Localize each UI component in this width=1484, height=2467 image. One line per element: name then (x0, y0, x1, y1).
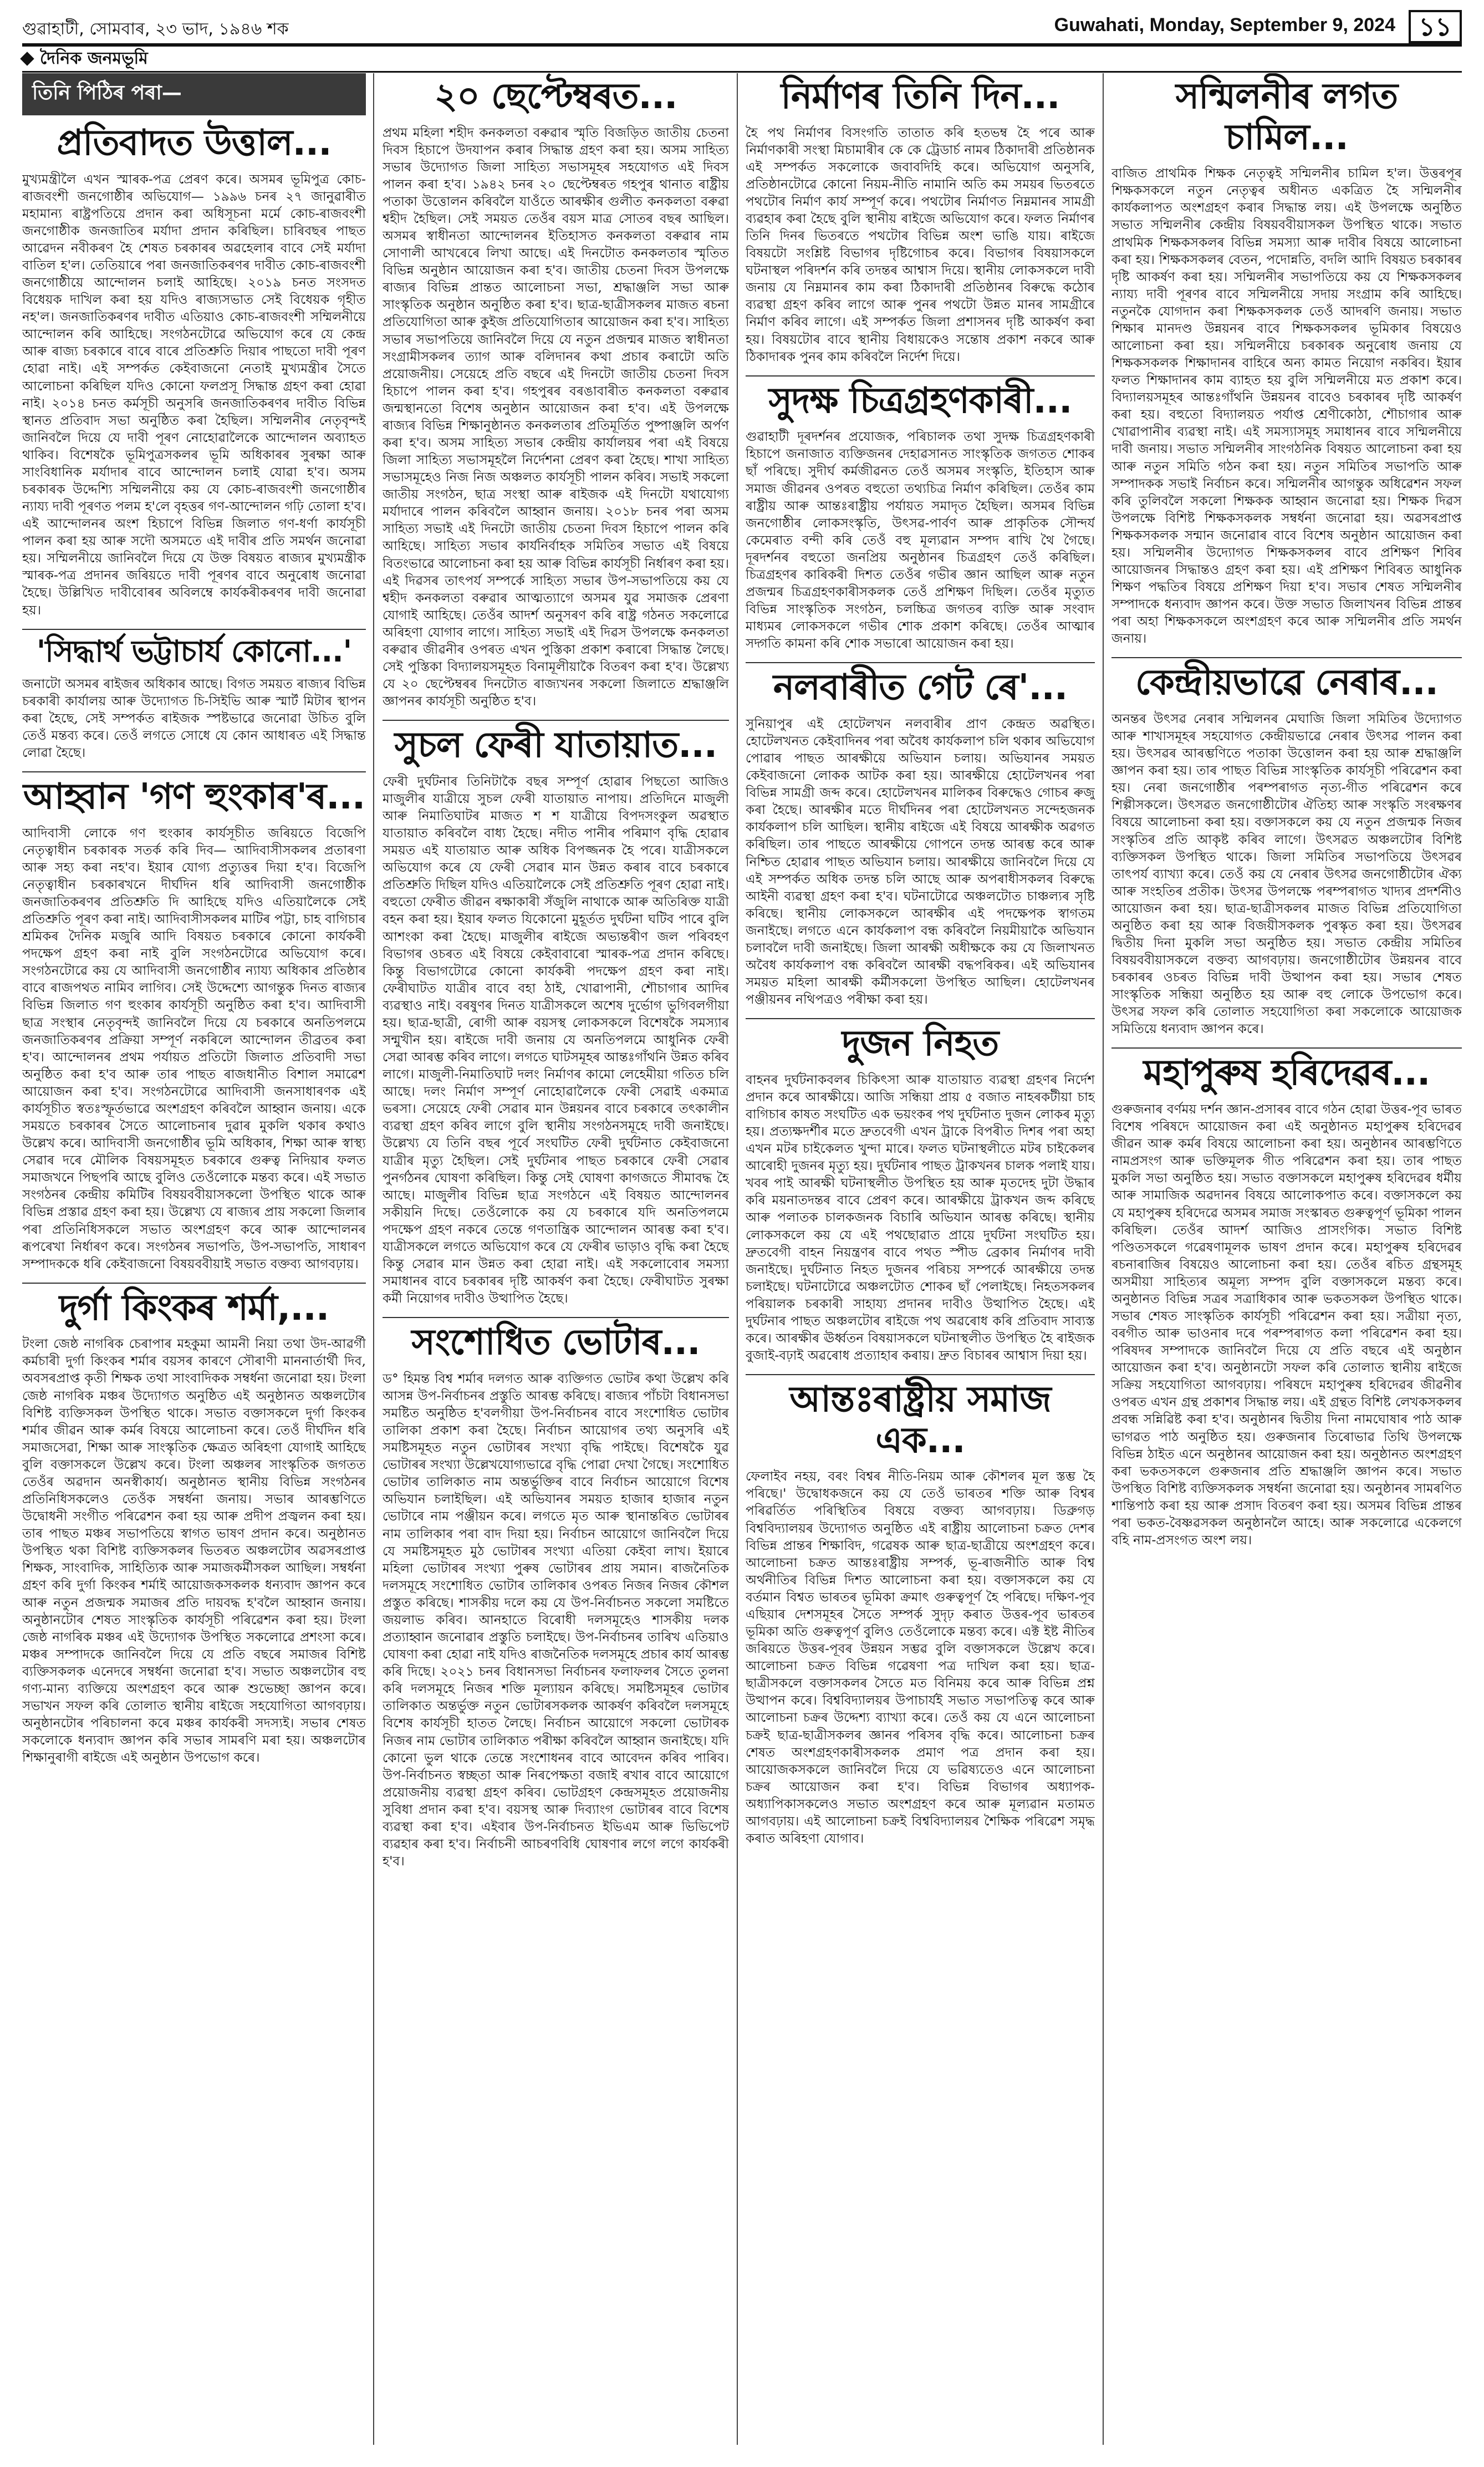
article-headline: নিৰ্মাণৰ তিনি দিন... (781, 76, 1060, 117)
article-body: ফেলাইব নহয়, বৰং বিশ্বৰ নীতি-নিয়ম আৰু কৌশলৰ মূল স্তম্ভ হৈ পৰিছে।' উদ্বোধকজনে কয় যে তেওঁ ভাৰতৰ শক্তি আৰু বিশ্বৰ পৰিৱৰ্তিত পৰিস্থিতিৰ বিষয়ে বক্তব্য আগবঢ়ায়। ডিব্ৰুগড় বিশ্ববিদ্যালয়ৰ উদ্যোগত অনুষ্ঠিত এই ৰাষ্ট্ৰীয় আলোচনা চক্ৰত দেশৰ বিভিন্ন প্ৰান্তৰ শিক্ষাবিদ, গৱেষক আৰু ছাত্ৰ-ছাত্ৰীয়ে অংশগ্ৰহণ কৰে। আলোচনা চক্ৰত আন্তঃৰাষ্ট্ৰীয় সম্পৰ্ক, ভূ-ৰাজনীতি আৰু বিশ্ব অৰ্থনীতিৰ বিভিন্ন দিশত আলোচনা কৰা হয়। বক্তাসকলে কয় যে বৰ্তমান বিশ্বত ভাৰতৰ ভূমিকা ক্ৰমাৎ গুৰুত্বপূৰ্ণ হৈ পৰিছে। দক্ষিণ-পূব এছিয়াৰ দেশসমূহৰ সৈতে সম্পৰ্ক সুদৃঢ় কৰাত উত্তৰ-পূব ভাৰতৰ ভূমিকা অতি গুৰুত্বপূৰ্ণ বুলিও তেওঁলোকে মন্তব্য কৰে। এক্ট ইষ্ট নীতিৰ জৰিয়তে উত্তৰ-পূবৰ উন্নয়ন সম্ভৱ বুলি বক্তাসকলে উল্লেখ কৰে। আলোচনা চক্ৰত বিভিন্ন গৱেষণা পত্ৰ দাখিল কৰা হয়। ছাত্ৰ-ছাত্ৰীসকলে বক্তাসকলৰ সৈতে মত বিনিময় কৰে আৰু বিভিন্ন প্ৰশ্ন উত্থাপন কৰে। বিশ্ববিদ্যালয়ৰ উপাচাৰ্যই সভাত সভাপতিত্ব কৰে আৰু আলোচনা চক্ৰৰ উদ্দেশ্য ব্যাখ্যা কৰে। তেওঁ কয় যে এনে আলোচনা চক্ৰই ছাত্ৰ-ছাত্ৰীসকলৰ জ্ঞানৰ পৰিসৰ বৃদ্ধি কৰে। আলোচনা চক্ৰৰ শেষত অংশগ্ৰহণকাৰীসকলক প্ৰমাণ পত্ৰ প্ৰদান কৰা হয়। আয়োজকসকলে জানিবলৈ দিয়ে যে ভৱিষ্যতেও এনে আলোচনা চক্ৰৰ আয়োজন কৰা হ'ব। বিভিন্ন বিভাগৰ অধ্যাপক-অধ্যাপিকাসকলেও সভাত অংশগ্ৰহণ কৰে আৰু মূল্যৱান মতামত আগবঢ়ায়। এই আলোচনা চক্ৰই বিশ্ববিদ্যালয়ৰ শৈক্ষিক পৰিৱেশ সমৃদ্ধ কৰাত অৰিহণা যোগাব। (746, 1469, 1095, 1846)
article-body: আদিবাসী লোকে গণ হুংকাৰ কাৰ্যসূচীত জৰিয়তে বিজেপি নেতৃত্বাধীন চৰকাৰক সতৰ্ক কৰি দিব— আদিবাসীসকলৰ প্ৰতাৰণা আৰু সহ্য কৰা নহ'ব। ইয়াৰ যোগ্য প্ৰত্যুত্তৰ দিয়া হ'ব। বিজেপি নেতৃত্বাধীন চৰকাৰখনে দীৰ্ঘদিন ধৰি আদিবাসী জনগোষ্ঠীক জনজাতিকৰণৰ প্ৰতিশ্ৰুতি দি আহিছে যদিও এতিয়ালৈকে সেই প্ৰতিশ্ৰুতি পূৰণ কৰা নাই। আদিবাসীসকলৰ মাটিৰ পট্টা, চাহ বাগিচাৰ শ্ৰমিকৰ দৈনিক মজুৰি আদি বিষয়ত চৰকাৰে কোনো কাৰ্যকৰী পদক্ষেপ গ্ৰহণ কৰা নাই বুলি সংগঠনটোৱে অভিযোগ কৰে। সংগঠনটোৱে কয় যে আদিবাসী জনগোষ্ঠীৰ ন্যায্য অধিকাৰ প্ৰতিষ্ঠাৰ বাবে ৰাজপথত নামিব লাগিব। সেই উদ্দেশ্যে আগন্তুক দিনত ৰাজ্যৰ বিভিন্ন জিলাত গণ হুংকাৰ কাৰ্যসূচী অনুষ্ঠিত কৰা হ'ব। আদিবাসী ছাত্ৰ সংস্থাৰ নেতৃবৃন্দই জানিবলৈ দিয়ে যে চৰকাৰে অনতিপলমে জনজাতিকৰণৰ প্ৰক্ৰিয়া সম্পূৰ্ণ নকৰিলে আন্দোলন তীব্ৰতৰ কৰা হ'ব। আন্দোলনৰ প্ৰথম পৰ্যায়ত প্ৰতিটো জিলাত প্ৰতিবাদী সভা অনুষ্ঠিত কৰা হ'ব আৰু তাৰ পাছত ৰাজধানীত বিশাল সমাৱেশ আয়োজন কৰা হ'ব। সংগঠনটোৱে আদিবাসী জনসাধাৰণক এই কাৰ্যসূচীত স্বতঃস্ফূৰ্তভাৱে অংশগ্ৰহণ কৰিবলৈ আহ্বান জনায়। একে সময়তে চৰকাৰৰ সৈতে আলোচনাৰ দুৱাৰ মুকলি থকাৰ কথাও উল্লেখ কৰে। আদিবাসী জনগোষ্ঠীৰ ভূমি অধিকাৰ, শিক্ষা আৰু স্বাস্থ্য সেৱাৰ দৰে মৌলিক বিষয়সমূহত চৰকাৰে গুৰুত্ব নিদিয়াৰ ফলত সমাজখনে পিছপৰি আছে বুলিও তেওঁলোকে মন্তব্য কৰে। এই সভাত সংগঠনৰ কেন্দ্ৰীয় কমিটিৰ বিষয়ববীয়াসকলো উপস্থিত থাকে আৰু বিভিন্ন প্ৰস্তাৱ গ্ৰহণ কৰা হয়। উল্লেখ্য যে ৰাজ্যৰ প্ৰায় সকলো জিলাৰ পৰা প্ৰতিনিধিসকলে সভাত অংশগ্ৰহণ কৰে আৰু আন্দোলনৰ ৰূপৰেখা নিৰ্ধাৰণ কৰে। সংগঠনৰ সভাপতি, উপ-সভাপতি, সাধাৰণ সম্পাদককে ধৰি কেইবাজনো বিষয়ববীয়াই সভাত বক্তব্য আগবঢ়ায়। (22, 825, 366, 1271)
article-body: প্ৰথম মহিলা শহীদ কনকলতা বৰুৱাৰ স্মৃতি বিজড়িত জাতীয় চেতনা দিবস হিচাপে উদযাপন কৰাৰ সিদ্ধান্ত গ্ৰহণ কৰা হয়। অসম সাহিত্য সভাৰ উদ্যোগত জিলা সাহিত্য সভাসমূহৰ সহযোগত এই দিবস পালন কৰা হ'ব। ১৯৪২ চনৰ ২০ ছেপ্টেম্বৰত গহপুৰ থানাত ৰাষ্ট্ৰীয় পতাকা উত্তোলন কৰিবলৈ যাওঁতে আৰক্ষীৰ গুলীত কনকলতা বৰুৱা শ্বহীদ হৈছিল। সেই সময়ত তেওঁৰ বয়স মাত্ৰ সোতৰ বছৰ আছিল। অসমৰ স্বাধীনতা আন্দোলনৰ ইতিহাসত কনকলতা বৰুৱাৰ নাম সোণালী আখৰেৰে লিখা আছে। এই দিনটোত কনকলতাৰ স্মৃতিত বিভিন্ন অনুষ্ঠান আয়োজন কৰা হ'ব। জাতীয় চেতনা দিবস উপলক্ষে ৰাজ্যৰ বিভিন্ন প্ৰান্তত আলোচনা সভা, শ্ৰদ্ধাঞ্জলি সভা আৰু সাংস্কৃতিক অনুষ্ঠান অনুষ্ঠিত কৰা হ'ব। ছাত্ৰ-ছাত্ৰীসকলৰ মাজত ৰচনা প্ৰতিযোগিতা আৰু কুইজ প্ৰতিযোগিতাৰ আয়োজন কৰা হ'ব। সাহিত্য সভাৰ সভাপতিয়ে জানিবলৈ দিয়ে যে নতুন প্ৰজন্মৰ মাজত স্বাধীনতা সংগ্ৰামীসকলৰ ত্যাগ আৰু বলিদানৰ কথা প্ৰচাৰ কৰাটো অতি প্ৰয়োজনীয়। সেয়েহে প্ৰতি বছৰে এই দিনটো জাতীয় চেতনা দিবস হিচাপে পালন কৰা হ'ব। গহপুৰৰ বৰঙাবাৰীত কনকলতা বৰুৱাৰ জন্মস্থানতো বিশেষ অনুষ্ঠান আয়োজন কৰা হ'ব। এই উপলক্ষে ৰাজ্যৰ বিভিন্ন শিক্ষানুষ্ঠানত কনকলতাৰ প্ৰতিমূৰ্তিত পুষ্পাঞ্জলি অৰ্পণ কৰা হ'ব। অসম সাহিত্য সভাৰ কেন্দ্ৰীয় কাৰ্যালয়ৰ পৰা এই বিষয়ে জিলা সাহিত্য সভাসমূহলৈ নিৰ্দেশনা প্ৰেৰণ কৰা হৈছে। শাখা সাহিত্য সভাসমূহেও নিজ নিজ অঞ্চলত কাৰ্যসূচী পালন কৰিব। সভাই সকলো জাতীয় সংগঠন, ছাত্ৰ সংস্থা আৰু ৰাইজক এই দিনটো যথাযোগ্য মৰ্যাদাৰে পালন কৰিবলৈ আহ্বান জনায়। ২০১৮ চনৰ পৰা অসম সাহিত্য সভাই এই দিনটো জাতীয় চেতনা দিবস হিচাপে পালন কৰি আহিছে। সাহিত্য সভাৰ কাৰ্যনিৰ্বাহক সমিতিৰ সভাত এই বিষয়ে বিতংভাৱে আলোচনা কৰা হয় আৰু বিভিন্ন কাৰ্যসূচী নিৰ্ধাৰণ কৰা হয়। এই দিৱসৰ তাৎপৰ্য সম্পৰ্কে সাহিত্য সভাৰ উপ-সভাপতিয়ে কয় যে শ্বহীদ কনকলতা বৰুৱাৰ আত্মত্যাগে অসমৰ যুৱ সমাজক প্ৰেৰণা যোগাই আহিছে। তেওঁৰ আদৰ্শ অনুসৰণ কৰি ৰাষ্ট্ৰ গঠনত সকলোৱে অৰিহণা যোগাব লাগে। সাহিত্য সভাই এই দিৱস উপলক্ষে কনকলতা বৰুৱাৰ জীৱনীৰ ওপৰত এখন পুস্তিকা প্ৰকাশ কৰাৰো সিদ্ধান্ত লৈছে। সেই পুস্তিকা বিদ্যালয়সমূহত বিনামূলীয়াকৈ বিতৰণ কৰা হ'ব। উল্লেখ্য যে ২০ ছেপ্টেম্বৰৰ দিনটোত ৰাজ্যখনৰ সকলো জিলাতে শ্ৰদ্ধাঞ্জলি জ্ঞাপনৰ কাৰ্যসূচী অনুষ্ঠিত হ'ব। (383, 125, 729, 709)
article (22, 1288, 366, 1767)
article-divider (746, 1374, 1095, 1375)
article (746, 77, 1095, 365)
article-divider (383, 720, 729, 721)
article (22, 123, 366, 619)
column-3 (746, 73, 1095, 2445)
article-body: বাজিত প্ৰাথমিক শিক্ষক নেতৃত্বই সন্মিলনীৰ চামিল হ'ল। উত্তৰপূৰ শিক্ষকসকলে নতুন নেতৃত্বৰ অধীনত একত্ৰিত হৈ সন্মিলনীৰ কাৰ্যকলাপত অংশগ্ৰহণ কৰাৰ সিদ্ধান্ত লয়। এই উপলক্ষে অনুষ্ঠিত সভাত সন্মিলনীৰ কেন্দ্ৰীয় বিষয়ববীয়াসকল উপস্থিত থাকে। সভাত প্ৰাথমিক শিক্ষকসকলৰ বিভিন্ন সমস্যা আৰু দাবীৰ বিষয়ে আলোচনা কৰা হয়। শিক্ষকসকলৰ বেতন, পদোন্নতি, বদলি আদি বিষয়ত চৰকাৰৰ দৃষ্টি আকৰ্ষণ কৰা হয়। সন্মিলনীৰ সভাপতিয়ে কয় যে শিক্ষকসকলৰ ন্যায্য দাবী পূৰণৰ বাবে সন্মিলনীয়ে সদায় সংগ্ৰাম কৰি আহিছে। নতুনকৈ যোগদান কৰা শিক্ষকসকলক তেওঁ আদৰণি জনায়। সভাত শিক্ষাৰ মানদণ্ড উন্নয়নৰ বাবে শিক্ষকসকলৰ ভূমিকাৰ বিষয়েও আলোচনা কৰা হয়। সন্মিলনীয়ে চৰকাৰক অনুৰোধ জনায় যে শিক্ষকসকলক শিক্ষাদানৰ বাহিৰে অন্য কামত নিয়োগ নকৰিব। ইয়াৰ ফলত শিক্ষাদানৰ কাম ব্যাহত হয় বুলি সন্মিলনীয়ে মত প্ৰকাশ কৰে। বিদ্যালয়সমূহৰ আন্তঃগাঁথনি উন্নয়নৰ বাবেও চৰকাৰৰ দৃষ্টি আকৰ্ষণ কৰা হয়। বহুতো বিদ্যালয়ত পৰ্যাপ্ত শ্ৰেণীকোঠা, শৌচাগাৰ আৰু খোৱাপানীৰ ব্যৱস্থা নাই। এই সমস্যাসমূহ সমাধানৰ বাবে সন্মিলনীয়ে দাবী জনায়। সভাত সন্মিলনীৰ সাংগঠনিক বিষয়ত আলোচনা কৰা হয় আৰু নতুন সমিতি গঠন কৰা হয়। নতুন সমিতিৰ সভাপতি আৰু সম্পাদকক সভাই নিৰ্বাচন কৰে। সন্মিলনীৰ আগন্তুক অধিৱেশন সফল কৰি তুলিবলৈ সকলো শিক্ষকক আহ্বান জনোৱা হয়। শিক্ষক দিৱস উপলক্ষে বিশিষ্ট শিক্ষকসকলক সম্বৰ্ধনা জনোৱা হয়। অৱসৰপ্ৰাপ্ত শিক্ষকসকলক সন্মান জনোৱাৰ বাবে বিশেষ অনুষ্ঠান আয়োজন কৰা হয়। সন্মিলনীৰ উদ্যোগত শিক্ষকসকলৰ বাবে প্ৰশিক্ষণ শিবিৰ আয়োজনৰ সিদ্ধান্তও গ্ৰহণ কৰা হয়। এই প্ৰশিক্ষণ শিবিৰত আধুনিক শিক্ষণ পদ্ধতিৰ বিষয়ে প্ৰশিক্ষণ দিয়া হ'ব। সভাৰ শেষত সন্মিলনীৰ সম্পাদকে ধন্যবাদ জ্ঞাপন কৰে। উক্ত সভাত জিলাখনৰ বিভিন্ন প্ৰান্তৰ পৰা অহা শিক্ষকসকলে অংশগ্ৰহণ কৰে আৰু সন্মিলনীৰ প্ৰতি সমৰ্থন জনায়। (1111, 166, 1462, 647)
header-date-assamese: গুৱাহাটী, সোমবাৰ, ২৩ ভাদ, ১৯৪৬ শক (22, 19, 289, 39)
header-date-english: Guwahati, Monday, September 9, 2024 (1054, 14, 1395, 35)
page-header (22, 10, 1462, 41)
article-body: হৈ পথ নিৰ্মাণৰ বিসংগতি তাতাত কৰি হতভম্ব হৈ পৰে আৰু নিৰ্মাণকাৰী সংস্থা মিচামাৰীৰ কে কে ট্ৰেডাৰ্চ নামৰ ঠিকাদাৰী প্ৰতিষ্ঠানক এই সম্পৰ্কত সকলোকে জবাবদিহি কৰে। অভিযোগ অনুসৰি, প্ৰতিষ্ঠানটোৱে কোনো নিয়ম-নীতি নামানি অতি কম সময়ৰ ভিতৰতে পথটোৰ নিৰ্মাণ কাৰ্য সম্পূৰ্ণ কৰে। পথটোৰ নিৰ্মাণত নিম্নমানৰ সামগ্ৰী ব্যৱহাৰ কৰা হৈছে বুলি স্থানীয় ৰাইজে অভিযোগ কৰে। ফলত নিৰ্মাণৰ তিনি দিনৰ ভিতৰতে পথটোৰ বিভিন্ন অংশ ভাঙি যায়। ৰাইজে বিষয়টো সংশ্লিষ্ট বিভাগৰ দৃষ্টিগোচৰ কৰে। বিভাগৰ বিষয়াসকলে ঘটনাস্থল পৰিদৰ্শন কৰি তদন্তৰ আশ্বাস দিয়ে। স্থানীয় লোকসকলে দাবী জনায় যে নিম্নমানৰ কাম কৰা ঠিকাদাৰী প্ৰতিষ্ঠানৰ বিৰুদ্ধে কঠোৰ ব্যৱস্থা গ্ৰহণ কৰিব লাগে আৰু পুনৰ পথটো উন্নত মানৰ সামগ্ৰীৰে নিৰ্মাণ কৰিব লাগে। এই সম্পৰ্কত জিলা প্ৰশাসনৰ দৃষ্টি আকৰ্ষণ কৰা হয়। বিষয়টোৰ বাবে স্থানীয় বিধায়কেও সন্তোষ প্ৰকাশ নকৰে আৰু ঠিকাদাৰক পুনৰ কাম কৰিবলৈ নিৰ্দেশ দিয়ে। (746, 125, 1095, 364)
article (746, 1380, 1095, 1847)
article-divider (746, 1018, 1095, 1019)
page-number: ১১ (1409, 10, 1462, 43)
article (22, 777, 366, 1273)
article-body: বাহনৰ দুৰ্ঘটনাকবলৰ চিকিৎসা আৰু যাতায়াত ব্যৱস্থা গ্ৰহণৰ নিৰ্দেশ প্ৰদান কৰে আৰক্ষীয়ে। আজি সন্ধিয়া প্ৰায় ৫ বজাত নাহৰকটীয়া চাহ বাগিচাৰ কাষত সংঘটিত এক ভয়ংকৰ পথ দুৰ্ঘটনাত দুজন লোকৰ মৃত্যু হয়। প্ৰত্যক্ষদৰ্শীৰ মতে দ্ৰুতবেগী এখন ট্ৰাকে বিপৰীত দিশৰ পৰা অহা এখন মটৰ চাইকেলত খুন্দা মাৰে। ফলত ঘটনাস্থলীতে মটৰ চাইকেলৰ আৰোহী দুজনৰ মৃত্যু হয়। দুৰ্ঘটনাৰ পাছত ট্ৰাকখনৰ চালক পলাই যায়। খবৰ পাই আৰক্ষী ঘটনাস্থলীত উপস্থিত হয় আৰু মৃতদেহ দুটা উদ্ধাৰ কৰি ময়নাতদন্তৰ বাবে প্ৰেৰণ কৰে। আৰক্ষীয়ে ট্ৰাকখন জব্দ কৰিছে আৰু পলাতক চালকজনক বিচাৰি অভিযান আৰম্ভ কৰিছে। স্থানীয় লোকসকলে কয় যে এই পথছোৱাত প্ৰায়ে দুৰ্ঘটনা সংঘটিত হয়। দ্ৰুতবেগী বাহন নিয়ন্ত্ৰণৰ বাবে পথত স্পীড ব্ৰেকাৰ নিৰ্মাণৰ দাবী জনাইছে। দুৰ্ঘটনাত নিহত দুজনৰ পৰিচয় সম্পৰ্কে আৰক্ষীয়ে তদন্ত চলাইছে। ঘটনাটোৱে অঞ্চলটোত শোকৰ ছাঁ পেলাইছে। নিহতসকলৰ পৰিয়ালক চৰকাৰী সাহায্য প্ৰদানৰ দাবীও উত্থাপিত হৈছে। এই দুৰ্ঘটনাৰ পাছত অঞ্চলটোৰ ৰাইজে পথ অৱৰোধ কৰি প্ৰতিবাদ সাব্যস্ত কৰে। আৰক্ষীৰ ঊৰ্ধ্বতন বিষয়াসকলে ঘটনাস্থলীত উপস্থিত হৈ ৰাইজক বুজাই-বঢ়াই অৱৰোধ প্ৰত্যাহাৰ কৰায়। দ্ৰুত বিচাৰৰ আশ্বাস দিয়া হয়। (746, 1072, 1095, 1364)
article-body: অনন্তৰ উৎসৱ নেৰাৰ সন্মিলনৰ মেঘাজি জিলা সমিতিৰ উদ্যোগত আৰু শাখাসমূহৰ সহযোগত কেন্দ্ৰীয়ভাৱে নেৰাৰ উৎসৱ পালন কৰা হয়। উৎসৱৰ আৰম্ভণিতে পতাকা উত্তোলন কৰা হয় আৰু শ্ৰদ্ধাঞ্জলি জ্ঞাপন কৰা হয়। তাৰ পাছত বিভিন্ন সাংস্কৃতিক কাৰ্যসূচী পৰিৱেশন কৰা হয়। নেৰা জনগোষ্ঠীৰ পৰম্পৰাগত নৃত্য-গীত পৰিৱেশন কৰে শিল্পীসকলে। উৎসৱত জনগোষ্ঠীটোৰ ঐতিহ্য আৰু সংস্কৃতি সংৰক্ষণৰ বিষয়ে আলোচনা কৰা হয়। বক্তাসকলে কয় যে নতুন প্ৰজন্মক নিজৰ সংস্কৃতিৰ প্ৰতি আকৃষ্ট কৰিব লাগে। উৎসৱত অঞ্চলটোৰ বিশিষ্ট ব্যক্তিসকল উপস্থিত থাকে। জিলা সমিতিৰ সভাপতিয়ে উৎসৱৰ তাৎপৰ্য ব্যাখ্যা কৰে। তেওঁ কয় যে নেৰাৰ উৎসৱ জনগোষ্ঠীটোৰ ঐক্য আৰু সংহতিৰ প্ৰতীক। উৎসৱ উপলক্ষে পৰম্পৰাগত খাদ্যৰ প্ৰদৰ্শনীও আয়োজন কৰা হয়। ছাত্ৰ-ছাত্ৰীসকলৰ মাজত বিভিন্ন প্ৰতিযোগিতা অনুষ্ঠিত কৰা হয় আৰু বিজয়ীসকলক পুৰস্কৃত কৰা হয়। উৎসৱৰ দ্বিতীয় দিনা মুকলি সভা অনুষ্ঠিত হয়। সভাত কেন্দ্ৰীয় সমিতিৰ বিষয়ববীয়াসকলে বক্তব্য আগবঢ়ায়। জনগোষ্ঠীটোৰ উন্নয়নৰ বাবে চৰকাৰৰ ওচৰত বিভিন্ন দাবী উত্থাপন কৰা হয়। সভাৰ শেষত সাংস্কৃতিক সন্ধিয়া অনুষ্ঠিত হয় আৰু বহু লোকে উপভোগ কৰে। উৎসৱ সফল কৰি তোলাত সহযোগিতা কৰা সকলোকে আয়োজক সমিতিয়ে ধন্যবাদ জ্ঞাপন কৰে। (1111, 711, 1462, 1037)
article (1111, 663, 1462, 1037)
article-headline: আন্তঃৰাষ্ট্ৰীয় সমাজ এক... (789, 1379, 1051, 1461)
article-headline: সুদক্ষ চিত্ৰগ্ৰহণকাৰী... (768, 380, 1072, 421)
article (22, 634, 366, 761)
article-body: টংলা জেষ্ঠ নাগৰিক চেৰাপাৰ মহকুমা আমনী নিয়া তথা উদ-আৱৰ্গী কৰ্মচাৰী দুৰ্গা কিংকৰ শৰ্মাৰ বয়সৰ কাৰণে সৌৰাণী মাননাৰ্তাৰ্থী দিব, অবসৰপ্ৰাপ্ত কৃতী শিক্ষক তথা সাংবাদিকক সম্বৰ্ধনা জনোৱা হয়। টংলা জেষ্ঠ নাগৰিক মঞ্চৰ উদ্যোগত অনুষ্ঠিত এই অনুষ্ঠানত অঞ্চলটোৰ বিশিষ্ট ব্যক্তিসকল উপস্থিত থাকে। সভাত বক্তাসকলে দুৰ্গা কিংকৰ শৰ্মাৰ জীৱন আৰু কৰ্মৰ বিষয়ে আলোচনা কৰে। তেওঁ দীৰ্ঘদিন ধৰি সমাজসেৱা, শিক্ষা আৰু সাংস্কৃতিক ক্ষেত্ৰত অৰিহণা যোগাই আহিছে বুলি বক্তাসকলে উল্লেখ কৰে। টংলা অঞ্চলৰ সাংস্কৃতিক জগতত তেওঁৰ অৱদান অনস্বীকাৰ্য। অনুষ্ঠানত স্থানীয় বিভিন্ন সংগঠনৰ প্ৰতিনিধিসকলেও তেওঁক সম্বৰ্ধনা জনায়। সভাৰ আৰম্ভণিতে উদ্বোধনী সংগীত পৰিৱেশন কৰা হয় আৰু প্ৰদীপ প্ৰজ্বলন কৰা হয়। তাৰ পাছত মঞ্চৰ সভাপতিয়ে স্বাগত ভাষণ প্ৰদান কৰে। অনুষ্ঠানত উপস্থিত থকা বিশিষ্ট ব্যক্তিসকলৰ ভিতৰত অঞ্চলটোৰ অৱসৰপ্ৰাপ্ত শিক্ষক, সাংবাদিক, সাহিত্যিক আৰু সমাজকৰ্মীসকল আছিল। সম্বৰ্ধনা গ্ৰহণ কৰি দুৰ্গা কিংকৰ শৰ্মাই আয়োজকসকলক ধন্যবাদ জ্ঞাপন কৰে আৰু নতুন প্ৰজন্মক সমাজৰ প্ৰতি দায়বদ্ধ হ'বলৈ আহ্বান জনায়। অনুষ্ঠানটোৰ শেষত সাংস্কৃতিক কাৰ্যসূচী পৰিৱেশন কৰা হয়। টংলা জেষ্ঠ নাগৰিক মঞ্চৰ এই উদ্যোগক উপস্থিত সকলোৱে প্ৰশংসা কৰে। মঞ্চৰ সম্পাদকে জানিবলৈ দিয়ে যে প্ৰতি বছৰে সমাজৰ বিশিষ্ট ব্যক্তিসকলক এনেদৰে সম্বৰ্ধনা জনোৱা হ'ব। সভাত অঞ্চলটোৰ বহু গণ্য-মান্য ব্যক্তিয়ে অংশগ্ৰহণ কৰে আৰু শুভেচ্ছা জ্ঞাপন কৰে। সভাখন সফল কৰি তোলাত স্থানীয় ৰাইজে সহযোগিতা আগবঢ়ায়। অনুষ্ঠানটোৰ পৰিচালনা কৰে মঞ্চৰ কাৰ্যকৰী সদস্যই। সভাৰ শেষত সকলোকে ধন্যবাদ জ্ঞাপন কৰি সভাৰ সামৰণি মৰা হয়। অঞ্চলটোৰ শিক্ষানুৰাগী ৰাইজে এই অনুষ্ঠান উপভোগ কৰে। (22, 1336, 366, 1766)
article (746, 381, 1095, 653)
article-headline: কেন্দ্ৰীয়ভাৱে নেৰাৰ... (1135, 662, 1438, 704)
article-body: গুৱাহাটী দূৰদৰ্শনৰ প্ৰযোজক, পৰিচালক তথা সুদক্ষ চিত্ৰগ্ৰহণকাৰী হিচাপে জনাজাত ব্যক্তিজনৰ দেহাৱসানত সাংস্কৃতিক জগতত শোকৰ ছাঁ পৰিছে। সুদীৰ্ঘ কৰ্মজীৱনত তেওঁ অসমৰ সংস্কৃতি, ইতিহাস আৰু সমাজ জীৱনৰ ওপৰত বহুতো তথ্যচিত্ৰ নিৰ্মাণ কৰিছিল। তেওঁৰ কাম ৰাষ্ট্ৰীয় আৰু আন্তঃৰাষ্ট্ৰীয় পৰ্যায়ত সমাদৃত হৈছিল। অসমৰ বিভিন্ন জনগোষ্ঠীৰ লোকসংস্কৃতি, উৎসৱ-পাৰ্বণ আৰু প্ৰাকৃতিক সৌন্দৰ্য কেমেৰাত বন্দী কৰি তেওঁ বহু মূল্যৱান সম্পদ ৰাখি থৈ গৈছে। দূৰদৰ্শনৰ বহুতো জনপ্ৰিয় অনুষ্ঠানৰ চিত্ৰগ্ৰহণ তেওঁ কৰিছিল। চিত্ৰগ্ৰহণৰ কাৰিকৰী দিশত তেওঁৰ গভীৰ জ্ঞান আছিল আৰু নতুন প্ৰজন্মৰ চিত্ৰগ্ৰহণকাৰীসকলক তেওঁ প্ৰশিক্ষণ দিছিল। তেওঁৰ মৃত্যুত বিভিন্ন সাংস্কৃতিক সংগঠন, চলচ্চিত্ৰ জগতৰ ব্যক্তি আৰু সংবাদ মাধ্যমৰ লোকসকলে গভীৰ শোক প্ৰকাশ কৰিছে। তেওঁৰ আত্মাৰ সদ্গতি কামনা কৰি শোক সভাৰো আয়োজন কৰা হয়। (746, 429, 1095, 652)
article-body: সুনিয়াপুৰ এই হোটেলখন নলবাৰীৰ প্ৰাণ কেন্দ্ৰত অৱস্থিত। হোটেলখনত কেইবাদিনৰ পৰা অবৈধ কাৰ্যকলাপ চলি থকাৰ অভিযোগ পোৱাৰ পাছত আৰক্ষীয়ে অভিযান চলায়। অভিযানৰ সময়ত কেইবাজনো লোকক আটক কৰা হয়। আৰক্ষীয়ে হোটেলখনৰ পৰা বিভিন্ন সামগ্ৰী জব্দ কৰে। হোটেলখনৰ মালিকৰ বিৰুদ্ধেও গোচৰ ৰুজু কৰা হৈছে। আৰক্ষীৰ মতে দীৰ্ঘদিনৰ পৰা হোটেলখনত সন্দেহজনক কাৰ্যকলাপ চলি আছিল। স্থানীয় ৰাইজে এই বিষয়ে আৰক্ষীক অৱগত কৰিছিল। তাৰ পাছতে আৰক্ষীয়ে গোপনে তদন্ত আৰম্ভ কৰে আৰু নিশ্চিত হোৱাৰ পাছত অভিযান চলায়। আৰক্ষীয়ে জানিবলৈ দিয়ে যে এই সম্পৰ্কত অধিক তদন্ত চলি আছে আৰু অপৰাধীসকলৰ বিৰুদ্ধে আইনী ব্যৱস্থা গ্ৰহণ কৰা হ'ব। ঘটনাটোৱে অঞ্চলটোত চাঞ্চল্যৰ সৃষ্টি কৰিছে। স্থানীয় লোকসকলে আৰক্ষীৰ এই পদক্ষেপক স্বাগতম জনাইছে। লগতে এনে কাৰ্যকলাপ বন্ধ কৰিবলৈ নিয়মীয়াকৈ অভিযান চলাবলৈ দাবী জনাইছে। জিলা আৰক্ষী অধীক্ষকে কয় যে জিলাখনত অবৈধ কাৰ্যকলাপ বন্ধ কৰিবলৈ আৰক্ষী বদ্ধপৰিকৰ। এই অভিযানৰ সময়ত মহিলা আৰক্ষী কৰ্মীসকলো উপস্থিত আছিল। হোটেলখনৰ পঞ্জীয়নৰ নথিপত্ৰও পৰীক্ষা কৰা হয়। (746, 716, 1095, 1008)
article-divider (22, 1283, 366, 1284)
article (1111, 77, 1462, 647)
column-2 (383, 73, 729, 2445)
masthead-title: দৈনিক জনমভূমি (40, 48, 148, 68)
article-divider (746, 375, 1095, 377)
article (1111, 1053, 1462, 1549)
article-headline: মহাপুৰুষ হৰিদেৱৰ... (1143, 1052, 1430, 1094)
article-headline: সন্মিলনীৰ লগত চামিল... (1175, 76, 1398, 158)
article-divider (22, 771, 366, 772)
article (383, 77, 729, 710)
masthead (22, 47, 148, 71)
article (383, 725, 729, 1307)
diamond-icon (20, 52, 34, 65)
article-divider (1111, 657, 1462, 658)
article-headline: সুচল ফেৰী যাতায়াত... (394, 725, 717, 766)
column-divider (737, 73, 738, 2445)
article-divider (22, 629, 366, 630)
article-headline: দুজন নিহত (842, 1023, 999, 1065)
column-4 (1111, 73, 1462, 2445)
article-headline: নলবাৰীত গেট ৰে'... (773, 667, 1068, 709)
header-rule (22, 43, 1462, 47)
article-body: গুৰুজনাৰ বৰ্ণময় দৰ্শন জ্ঞান-প্ৰসাৰৰ বাবে গঠন হোৱা উত্তৰ-পূব ভাৰত বিশেষ পৰিষদে আয়োজন কৰা এই অনুষ্ঠানত মহাপুৰুষ হৰিদেৱৰ জীৱন আৰু কৰ্মৰ বিষয়ে আলোচনা কৰা হয়। অনুষ্ঠানৰ আৰম্ভণিতে নামপ্ৰসংগ আৰু ভক্তিমূলক গীত পৰিৱেশন কৰা হয়। তাৰ পাছত মুকলি সভা অনুষ্ঠিত হয়। সভাত বক্তাসকলে মহাপুৰুষ হৰিদেৱৰ ধৰ্মীয় আৰু সামাজিক অৱদানৰ বিষয়ে আলোকপাত কৰে। বক্তাসকলে কয় যে মহাপুৰুষ হৰিদেৱে অসমৰ সমাজ সংস্কাৰত গুৰুত্বপূৰ্ণ ভূমিকা পালন কৰিছিল। তেওঁৰ আদৰ্শ আজিও প্ৰাসংগিক। সভাত বিশিষ্ট পণ্ডিতসকলে গৱেষণামূলক ভাষণ প্ৰদান কৰে। মহাপুৰুষ হৰিদেৱৰ ৰচনাৰাজিৰ বিষয়েও আলোচনা কৰা হয়। তেওঁৰ ৰচিত গ্ৰন্থসমূহ অসমীয়া সাহিত্যৰ অমূল্য সম্পদ বুলি বক্তাসকলে মন্তব্য কৰে। অনুষ্ঠানত বিভিন্ন সত্ৰৰ সত্ৰাধিকাৰ আৰু ভকতসকল উপস্থিত থাকে। সভাৰ শেষত সাংস্কৃতিক কাৰ্যসূচী পৰিৱেশন কৰা হয়। সত্ৰীয়া নৃত্য, বৰগীত আৰু ভাওনাৰ দৰে পৰম্পৰাগত কলা পৰিৱেশন কৰা হয়। পৰিষদৰ সম্পাদকে জানিবলৈ দিয়ে যে প্ৰতি বছৰে এই অনুষ্ঠান আয়োজন কৰা হ'ব। অনুষ্ঠানটো সফল কৰি তোলাত স্থানীয় ৰাইজে সক্ৰিয় সহযোগিতা আগবঢ়ায়। পৰিষদে মহাপুৰুষ হৰিদেৱৰ জীৱনীৰ ওপৰত এখন গ্ৰন্থ প্ৰকাশৰ সিদ্ধান্ত লয়। এই গ্ৰন্থত বিশিষ্ট লেখকসকলৰ প্ৰবন্ধ সন্নিৱিষ্ট কৰা হ'ব। অনুষ্ঠানৰ দ্বিতীয় দিনা নামঘোষাৰ পাঠ আৰু ভাগৱত পাঠ অনুষ্ঠিত হয়। গুৰুজনাৰ তিৰোভাৱ তিথি উপলক্ষে বিভিন্ন ঠাইত এনে অনুষ্ঠানৰ আয়োজন কৰা হয়। অনুষ্ঠানত অংশগ্ৰহণ কৰা ভকতসকলে গুৰুজনাৰ প্ৰতি শ্ৰদ্ধাঞ্জলি জ্ঞাপন কৰে। সভাত উপস্থিত বিশিষ্ট ব্যক্তিসকলক সম্বৰ্ধনা জনোৱা হয়। অনুষ্ঠানৰ সামৰণিত শান্তিপাঠ কৰা হয় আৰু প্ৰসাদ বিতৰণ কৰা হয়। অসমৰ বিভিন্ন প্ৰান্তৰ পৰা ভকত-বৈষ্ণৱসকল অনুষ্ঠানলৈ আহে। আৰু সকলোৱে একেলগে বহি নাম-প্ৰসংগত অংশ লয়। (1111, 1102, 1462, 1548)
article-headline: 'সিদ্ধাৰ্থ ভট্টাচাৰ্য কোনো...' (36, 633, 352, 669)
article-body: ফেৰী দুৰ্ঘটনাৰ তিনিটাকৈ বছৰ সম্পূৰ্ণ হোৱাৰ পিছতো আজিও মাজুলীৰ যাত্ৰীয়ে সুচল ফেৰী যাতায়াত নাপায়। প্ৰতিদিনে মাজুলী আৰু নিমাতিঘাটৰ মাজত শ শ যাত্ৰীয়ে বিপদসংকুল অৱস্থাত যাতায়াত কৰিবলৈ বাধ্য হৈছে। নদীত পানীৰ পৰিমাণ বৃদ্ধি হোৱাৰ সময়ত এই যাতায়াত আৰু অধিক বিপজ্জনক হৈ পৰে। যাত্ৰীসকলে অভিযোগ কৰে যে ফেৰী সেৱাৰ মান উন্নত কৰাৰ বাবে চৰকাৰে প্ৰতিশ্ৰুতি দিছিল যদিও এতিয়ালৈকে সেই প্ৰতিশ্ৰুতি পূৰণ হোৱা নাই। বহুতো ফেৰীত জীৱন ৰক্ষাকাৰী সঁজুলি নাথাকে আৰু অতিৰিক্ত যাত্ৰী বহন কৰা হয়। ইয়াৰ ফলত যিকোনো মুহূৰ্তত দুৰ্ঘটনা ঘটিব পাৰে বুলি আশংকা কৰা হৈছে। মাজুলীৰ ৰাইজে অভ্যন্তৰীণ জল পৰিবহণ বিভাগৰ ওচৰত এই বিষয়ে কেইবাবাৰো স্মাৰক-পত্ৰ প্ৰদান কৰিছে। কিন্তু বিভাগটোৱে কোনো কাৰ্যকৰী পদক্ষেপ গ্ৰহণ কৰা নাই। ফেৰীঘাটত যাত্ৰীৰ বাবে বহা ঠাই, খোৱাপানী, শৌচাগাৰ আদিৰ ব্যৱস্থাও নাই। বৰষুণৰ দিনত যাত্ৰীসকলে অশেষ দুৰ্ভোগ ভুগিবলগীয়া হয়। ছাত্ৰ-ছাত্ৰী, ৰোগী আৰু বয়সস্থ লোকসকলে বিশেষকৈ সমস্যাৰ সন্মুখীন হয়। ৰাইজে দাবী জনায় যে অনতিপলমে আধুনিক ফেৰী সেৱা আৰম্ভ কৰিব লাগে। লগতে ঘাটসমূহৰ আন্তঃগাঁথনি উন্নত কৰিব লাগে। মাজুলী-নিমাতিঘাট দলং নিৰ্মাণৰ কামো লেহেমীয়া গতিত চলি আছে। দলং নিৰ্মাণ সম্পূৰ্ণ নোহোৱালৈকে ফেৰী সেৱাই একমাত্ৰ ভৰসা। সেয়েহে ফেৰী সেৱাৰ মান উন্নয়নৰ বাবে চৰকাৰে তৎকালীন ব্যৱস্থা গ্ৰহণ কৰিব লাগে বুলি স্থানীয় সংগঠনসমূহে দাবী জনাইছে। উল্লেখ্য যে তিনি বছৰ পূৰ্বে সংঘটিত ফেৰী দুৰ্ঘটনাত কেইবাজনো যাত্ৰীৰ মৃত্যু হৈছিল। সেই দুৰ্ঘটনাৰ পাছত চৰকাৰে ফেৰী সেৱাৰ পুনৰ্গঠনৰ ঘোষণা কৰিছিল। কিন্তু সেই ঘোষণা কাগজতে সীমাবদ্ধ হৈ আছে। মাজুলীৰ বিভিন্ন ছাত্ৰ সংগঠনে এই বিষয়ত আন্দোলনৰ সকীয়নি দিছে। তেওঁলোকে কয় যে চৰকাৰে যদি অনতিপলমে পদক্ষেপ গ্ৰহণ নকৰে তেন্তে গণতান্ত্ৰিক আন্দোলন আৰম্ভ কৰা হ'ব। যাত্ৰীসকলে লগতে অভিযোগ কৰে যে ফেৰীৰ ভাড়াও বৃদ্ধি কৰা হৈছে কিন্তু সেৱাৰ মান উন্নত কৰা হোৱা নাই। এই সকলোবোৰ সমস্যা সমাধানৰ বাবে চৰকাৰৰ দৃষ্টি আকৰ্ষণ কৰা হৈছে। ফেৰীঘাটত সুৰক্ষা কৰ্মী নিয়োগৰ দাবীও উত্থাপিত হৈছে। (383, 774, 729, 1306)
article-headline: আহ্বান 'গণ হুংকাৰ'ৰ... (23, 776, 365, 818)
article-divider (746, 662, 1095, 663)
column-1 (22, 73, 366, 2445)
article-divider (1111, 1047, 1462, 1049)
article-headline: দুৰ্গা কিংকৰ শৰ্মা,... (59, 1287, 329, 1329)
column-divider (373, 73, 374, 2445)
article-body: মুখ্যমন্ত্ৰীলৈ এখন স্মাৰক-পত্ৰ প্ৰেৰণ কৰে। অসমৰ ভূমিপুত্ৰ কোচ-ৰাজবংশী জনগোষ্ঠীৰ অভিযোগ— ১৯৯৬ চনৰ ২৭ জানুৱাৰীত মহামান্য ৰাষ্ট্ৰপতিয়ে প্ৰদান কৰা অধিসূচনা মৰ্মে কোচ-ৰাজবংশী জনগোষ্ঠীক জনজাতিৰ মৰ্যাদা প্ৰদান কৰিছিল। চাৰিবছৰ পাছত আৱেদন নবীকৰণ হৈ শেষত চৰকাৰৰ অৱহেলাৰ বাবে সেই মৰ্যাদা বাতিল হ'ল। তেতিয়াৰে পৰা জনজাতিকৰণৰ দাবীত কোচ-ৰাজবংশী জনগোষ্ঠীয়ে আন্দোলন চলাই আহিছে। ২০১৯ চনত সংসদত বিধেয়ক দাখিল কৰা হয় যদিও ৰাজ্যসভাত সেই বিধেয়ক গৃহীত নহ'ল। জনজাতিকৰণৰ দাবীত এতিয়াও কোচ-ৰাজবংশী সম্মিলনীয়ে আন্দোলন কৰি আহিছে। সংগঠনটোৱে অভিযোগ কৰে যে কেন্দ্ৰ আৰু ৰাজ্য চৰকাৰে বাৰে বাৰে প্ৰতিশ্ৰুতি দিয়াৰ পাছতো দাবী পূৰণ হোৱা নাই। এই সম্পৰ্কত কেইবাজনো নেতাই মুখ্যমন্ত্ৰীৰ সৈতে আলোচনা কৰিছিল যদিও কোনো ফলপ্ৰসূ সিদ্ধান্ত গ্ৰহণ কৰা হোৱা নাই। ২০১৪ চনত কৰ্মসূচী অনুসৰি জনজাতিকৰণৰ দাবীত বিভিন্ন স্থানত প্ৰতিবাদ সভা অনুষ্ঠিত কৰা হৈছিল। সম্মিলনীৰ নেতৃবৃন্দই জানিবলৈ দিয়ে যে দাবী পূৰণ নোহোৱালৈকে আন্দোলন অব্যাহত থাকিব। বিশেষকৈ ভূমিপুত্ৰসকলৰ ভূমি অধিকাৰৰ সুৰক্ষা আৰু সাংবিধানিক মৰ্যাদাৰ বাবে আন্দোলন চলাই যোৱা হ'ব। অসম চৰকাৰক উদ্দেশ্যি সম্মিলনীয়ে কয় যে কোচ-ৰাজবংশী জনগোষ্ঠীৰ ন্যায্য দাবী পূৰণত পলম হ'লে বৃহত্তৰ গণ-আন্দোলন গঢ়ি তোলা হ'ব। এই আন্দোলনৰ অংশ হিচাপে বিভিন্ন জিলাত গণ-ধৰ্ণা কাৰ্যসূচী পালন কৰা হয় আৰু সদৌ অসমতে এই দাবীৰ প্ৰতি সমৰ্থন জনোৱা হয়। সম্মিলনীয়ে জানিবলৈ দিয়ে যে উক্ত বিষয়ত ৰাজ্যৰ মুখ্যমন্ত্ৰীক স্মাৰক-পত্ৰ প্ৰদানৰ জৰিয়তে দাবী পূৰণৰ বাবে অনুৰোধ জনোৱা হৈছে। উল্লিখিত দাবীবোৰৰ অবিলম্বে কাৰ্যকৰীকৰণৰ দাবী জনোৱা হয়। (22, 171, 366, 618)
article-headline: প্ৰতিবাদত উত্তাল... (57, 123, 332, 164)
article (746, 668, 1095, 1008)
article (383, 1322, 729, 1870)
column-divider (1103, 73, 1104, 2445)
masthead-rule (22, 71, 1462, 73)
article-divider (383, 1317, 729, 1318)
article-headline: ২০ ছেপ্টেম্বৰত... (434, 76, 677, 117)
article (746, 1024, 1095, 1364)
article-body: ড° হিমন্ত বিশ্ব শৰ্মাৰ দলগত আৰু ব্যক্তিগত ভোটৰ কথা উল্লেখ কৰি আসন্ন উপ-নিৰ্বাচনৰ প্ৰস্তুতি আৰম্ভ কৰিছে। ৰাজ্যৰ পাঁচটা বিধানসভা সমষ্টিত অনুষ্ঠিত হ'বলগীয়া উপ-নিৰ্বাচনৰ বাবে সংশোধিত ভোটাৰ তালিকা প্ৰকাশ কৰা হৈছে। নিৰ্বাচন আয়োগৰ তথ্য অনুসৰি এই সমষ্টিসমূহত নতুন ভোটাৰৰ সংখ্যা বৃদ্ধি পাইছে। বিশেষকৈ যুৱ ভোটাৰৰ সংখ্যা উল্লেখযোগ্যভাৱে বৃদ্ধি পোৱা দেখা গৈছে। সংশোধিত ভোটাৰ তালিকাত নাম অন্তৰ্ভুক্তিৰ বাবে নিৰ্বাচন আয়োগে বিশেষ অভিযান চলাইছিল। এই অভিযানৰ সময়ত হাজাৰ হাজাৰ নতুন ভোটাৰে নাম পঞ্জীয়ন কৰে। লগতে মৃত আৰু স্থানান্তৰিত ভোটাৰৰ নাম তালিকাৰ পৰা বাদ দিয়া হয়। নিৰ্বাচন আয়োগে জানিবলৈ দিয়ে যে সমষ্টিসমূহত মুঠ ভোটাৰৰ সংখ্যা এতিয়া কেইবা লাখ। ইয়াৰে মহিলা ভোটাৰৰ সংখ্যা পুৰুষ ভোটাৰৰ প্ৰায় সমান। ৰাজনৈতিক দলসমূহে সংশোধিত ভোটাৰ তালিকাৰ ওপৰত নিজৰ নিজৰ কৌশল প্ৰস্তুত কৰিছে। শাসকীয় দলে কয় যে উপ-নিৰ্বাচনত সকলো সমষ্টিতে জয়লাভ কৰিব। আনহাতে বিৰোধী দলসমূহেও শাসকীয় দলক প্ৰত্যাহ্বান জনোৱাৰ প্ৰস্তুতি চলাইছে। উপ-নিৰ্বাচনৰ তাৰিখ এতিয়াও ঘোষণা কৰা হোৱা নাই যদিও ৰাজনৈতিক দলসমূহে প্ৰচাৰ কাৰ্য আৰম্ভ কৰি দিছে। ২০২১ চনৰ বিধানসভা নিৰ্বাচনৰ ফলাফলৰ সৈতে তুলনা কৰি দলসমূহে নিজৰ শক্তি মূল্যায়ন কৰিছে। সমষ্টিসমূহৰ ভোটাৰ তালিকাত অন্তৰ্ভুক্ত নতুন ভোটাৰসকলক আকৰ্ষণ কৰিবলৈ দলসমূহে বিশেষ কাৰ্যসূচী হাতত লৈছে। নিৰ্বাচন আয়োগে সকলো ভোটাৰক নিজৰ নাম ভোটাৰ তালিকাত পৰীক্ষা কৰিবলৈ আহ্বান জনাইছে। যদি কোনো ভুল থাকে তেন্তে সংশোধনৰ বাবে আবেদন কৰিব পাৰিব। উপ-নিৰ্বাচনত স্বচ্ছতা আৰু নিৰপেক্ষতা বজাই ৰখাৰ বাবে আয়োগে প্ৰয়োজনীয় ব্যৱস্থা গ্ৰহণ কৰিব। ভোটগ্ৰহণ কেন্দ্ৰসমূহত প্ৰয়োজনীয় সুবিধা প্ৰদান কৰা হ'ব। বয়সস্থ আৰু দিব্যাংগ ভোটাৰৰ বাবে বিশেষ ব্যৱস্থা কৰা হ'ব। এইবাৰ উপ-নিৰ্বাচনত ইভিএম আৰু ভিভিপেট ব্যৱহাৰ কৰা হ'ব। নিৰ্বাচনী আচৰণবিধি ঘোষণাৰ লগে লগে কাৰ্যকৰী হ'ব। (383, 1371, 729, 1869)
article-body: জনাটো অসমৰ ৰাইজৰ অধিকাৰ আছে। বিগত সময়ত ৰাজ্যৰ বিভিন্ন চৰকাৰী কাৰ্যালয় আৰু উদ্যোগত চি-সিইভি আৰু স্মাৰ্ট মিটাৰ স্থাপন কৰা হৈছে, সেই সম্পৰ্কত ৰাইজক স্পষ্টভাৱে জনোৱা উচিত বুলি তেওঁ মন্তব্য কৰে। তেওঁ লগতে সোধে যে কোন আধাৰত এই সিদ্ধান্ত লোৱা হৈছে। (22, 676, 366, 761)
section-tag: তিনি পিঠিৰ পৰা— (22, 73, 366, 115)
article-headline: সংশোধিত ভোটাৰ... (411, 1322, 700, 1364)
